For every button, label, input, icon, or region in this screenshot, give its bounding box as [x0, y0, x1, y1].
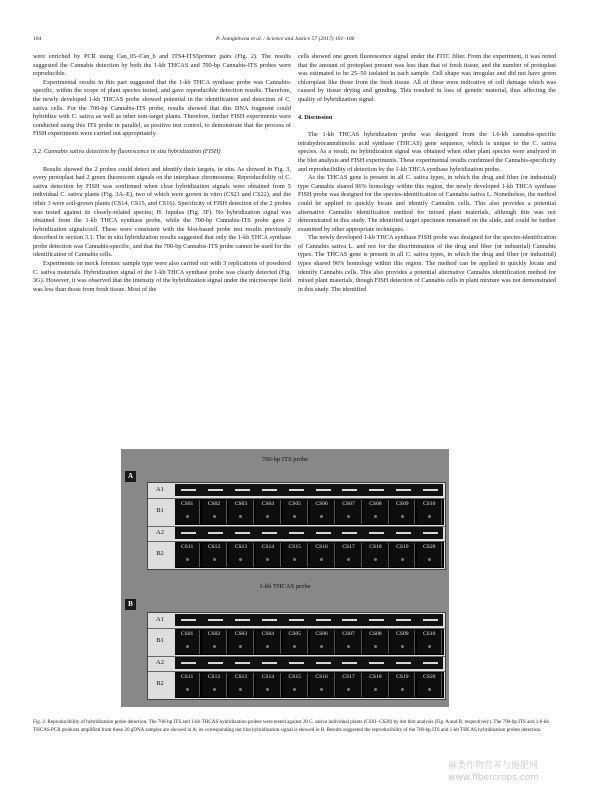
sample-label: CS03 [234, 501, 248, 507]
dot-blot-cell [283, 543, 308, 567]
dot-blot-cell [229, 500, 254, 524]
sample-label: CS08 [369, 631, 382, 637]
hybridization-dot [428, 515, 431, 518]
sample-label: CS06 [315, 501, 328, 507]
hybridization-dot [266, 515, 269, 518]
sample-label: CS18 [369, 674, 382, 680]
row-label-a1: A1 [156, 486, 164, 493]
sample-label: CS19 [396, 544, 409, 550]
pcr-gel-strip [175, 527, 443, 539]
dot-blot-cell [390, 500, 415, 524]
sample-label: CS17 [342, 674, 355, 680]
dot-blot-cell [310, 630, 335, 654]
sample-label: CS04 [261, 631, 275, 637]
watermark-line: www.fibercrops.com [448, 773, 539, 783]
dot-blot-cell [390, 543, 415, 567]
dot-blot-row [175, 672, 444, 698]
row-label-a1: A1 [156, 616, 164, 623]
row-label-b2: B2 [156, 550, 164, 557]
pcr-band [342, 489, 357, 491]
dot-blot-row [175, 542, 444, 568]
dot-blot-cell [175, 543, 200, 567]
hybridization-dot [293, 558, 296, 561]
hybridization-dot [213, 515, 216, 518]
dot-blot-cell [363, 543, 388, 567]
dot-blot-cell [417, 500, 442, 524]
pcr-band [342, 662, 357, 664]
sample-label: CS11 [181, 544, 194, 550]
row-label-a2: A2 [156, 529, 164, 536]
pcr-band [181, 532, 196, 534]
hybridization-dot [401, 645, 404, 648]
sample-label: CS01 [180, 501, 194, 507]
sample-label: CS17 [342, 544, 355, 550]
pcr-band [289, 532, 304, 534]
pcr-gel-strip [175, 614, 443, 626]
sample-label: CS13 [234, 544, 248, 550]
dot-blot-cell [175, 500, 200, 524]
paragraph: Experimental results in this part suggested that the 1-kb THCA synthase probe was Cannabis-specific, within the scope of plant species tested, and gave reproducible detection results. Therefore, the newly developed 1-kb THCAS probe showed potential in the identification and detection of C. sativa cells. For the 700-bp Cannabis-ITS probe, results showed that this DNA fragment could hybridize with C. sativa as well as other non-target plants. Therefore, further FISH experiments were conducted using this ITS probe in parallel, as positive test control, to demonstrate that the process of FISH experiments were carried out appropriately. [33, 78, 291, 138]
hybridization-dot [401, 688, 404, 691]
sample-label: CS15 [288, 544, 301, 550]
sample-label: CS10 [423, 631, 436, 637]
pcr-band [289, 619, 304, 621]
hybridization-dot [293, 515, 296, 518]
sample-label: CS08 [369, 501, 382, 507]
hybridization-dot [239, 645, 242, 648]
sample-label: CS14 [261, 674, 275, 680]
panel-a-title: 700-bp ITS probe [261, 456, 309, 463]
hybridization-dot [186, 515, 189, 518]
dot-blot-cell [229, 543, 254, 567]
hybridization-dot [428, 688, 431, 691]
hybridization-dot [428, 558, 431, 561]
dot-blot-cell [283, 500, 308, 524]
pcr-band [289, 662, 304, 664]
dot-blot-cell [283, 630, 308, 654]
dot-blot-cell [202, 500, 227, 524]
pcr-band [369, 532, 384, 534]
dot-blot-cell [390, 630, 415, 654]
hybridization-dot [347, 558, 350, 561]
pcr-band [342, 532, 357, 534]
pcr-band [289, 489, 304, 491]
sample-label: CS04 [261, 501, 275, 507]
sample-label: CS16 [315, 544, 328, 550]
pcr-band [181, 662, 196, 664]
pcr-band [262, 619, 277, 621]
sample-label: CS03 [234, 631, 248, 637]
dot-blot-cell [229, 630, 254, 654]
pcr-band [208, 532, 223, 534]
panel-b-letter: B [125, 599, 136, 610]
watermark [448, 760, 539, 784]
sample-label: CS07 [342, 631, 355, 637]
panel-a-letter: A [125, 471, 136, 482]
dot-blot-cell [363, 673, 388, 697]
paragraph: cells showed one green fluorescence signal under the FITC filter. From the experiment, it was noted that the amount of protoplast present was less than that of fresh tissue, and the number of protoplast was estimated to be 25–50 isolated in each sample. Cell shape was irregular and did not have green chloroplast like those from the fresh tissue. All of these were indicative of cell damage which was caused by tissue drying and grinding. This resulted in loss of genetic material, thus affecting the quality of hybridization signal. [298, 53, 556, 103]
dot-blot-cell [283, 673, 308, 697]
dot-blot-cell [336, 543, 361, 567]
hybridization-dot [266, 688, 269, 691]
sample-label: CS07 [342, 501, 355, 507]
dot-blot-cell [336, 630, 361, 654]
hybridization-dot [213, 558, 216, 561]
pcr-band [396, 662, 411, 664]
hybridization-dot [320, 688, 323, 691]
pcr-band [369, 619, 384, 621]
dot-blot-cell [363, 630, 388, 654]
hybridization-dot [213, 645, 216, 648]
paragraph: Experiments on mock forensic sample type were also carried out with 3 replications of powdered C. sativa materials. Hybridization signal of the 1-kb THCA synthase probe was clearly detected (Fig. 3G). However, it was observed that the intensity of the hybridization signal under the microscope field was less than those from fresh tissue. Most of the [33, 260, 291, 293]
pcr-band [423, 532, 438, 534]
dot-blot-cell [256, 543, 281, 567]
dot-blot-row [175, 499, 444, 525]
hybridization-dot [213, 688, 216, 691]
pcr-band [316, 619, 331, 621]
dot-blot-cell [229, 673, 254, 697]
hybridization-dot [374, 645, 377, 648]
pcr-band [235, 619, 250, 621]
hybridization-dot [266, 558, 269, 561]
sample-label: CS20 [423, 544, 436, 550]
sample-label: CS12 [207, 674, 221, 680]
hybridization-dot [266, 645, 269, 648]
dot-blot-cell [390, 673, 415, 697]
hybridization-dot [347, 688, 350, 691]
hybridization-dot [320, 515, 323, 518]
pcr-band [262, 662, 277, 664]
hybridization-dot [186, 645, 189, 648]
pcr-band [235, 489, 250, 491]
panel-b-title: 1-kb THCAS probe [259, 583, 311, 590]
pcr-band [396, 532, 411, 534]
pcr-band [181, 619, 196, 621]
right-text-column [298, 53, 556, 294]
row-label-a2: A2 [156, 659, 164, 666]
dot-blot-cell [417, 543, 442, 567]
hybridization-dot [239, 558, 242, 561]
pcr-gel-strip [175, 484, 443, 496]
dot-blot-cell [336, 500, 361, 524]
dot-blot-cell [310, 500, 335, 524]
hybridization-dot [239, 515, 242, 518]
left-text-column [33, 53, 291, 294]
dot-blot-cell [202, 673, 227, 697]
dot-blot-cell [417, 673, 442, 697]
paragraph: The 1-kb THCAS hybridization probe was designed from the 1.6-kb cannabis-specific tetrahydrocannabinolic acid synthase (THCAS) gene sequence, which is unique to the C. sativa species. As a result, no hybridization signal was obtained when other plant species were analyzed in the blot analysis and FISH experiments. These experimental results confirmed the Cannabis-specificity and reproducibility of detection by the 1-kb THCA synthase hybridization probe. [298, 131, 556, 173]
pcr-band [181, 489, 196, 491]
sample-label: CS14 [261, 544, 275, 550]
pcr-band [208, 619, 223, 621]
hybridization-dot [239, 688, 242, 691]
sample-label: CS16 [315, 674, 328, 680]
pcr-band [396, 489, 411, 491]
hybridization-dot [320, 558, 323, 561]
dot-blot-cell [256, 500, 281, 524]
dot-blot-cell [417, 630, 442, 654]
pcr-band [262, 489, 277, 491]
running-header-citation: P. Jeangkhwoa et al. / Science and Justice 57 (2017) 101–106 [216, 36, 355, 42]
sample-label: CS02 [207, 631, 221, 637]
pcr-band [235, 662, 250, 664]
hybridization-dot [374, 558, 377, 561]
pcr-band [208, 662, 223, 664]
pcr-band [262, 532, 277, 534]
hybridization-dot [428, 645, 431, 648]
pcr-band [396, 619, 411, 621]
sample-label: CS05 [288, 631, 301, 637]
dot-blot-row [175, 629, 444, 655]
paragraph: The newly developed 1-kb THCA synthase FISH probe was designed for the species-identification of Cannabis sativa L. and not for the discrimination of the drug and fiber (or industrial) Cannabis types. The THCAS gene is present in all C. sativa types, in which the drug and fiber (or industrial) types shared 96% homology within this region. The method can be applied to quickly locate and identify Cannabis cells. This also provides a potential alternative Cannabis identification method for mixed plant materials, though FISH detection of Cannabis cells in plant mixture was not demonstrated in this study. The identified [298, 234, 556, 293]
sample-label: CS05 [288, 501, 301, 507]
dot-blot-cell [310, 543, 335, 567]
row-label-b1: B1 [156, 637, 164, 644]
panel-a-blot-table [147, 482, 446, 570]
paragraph: were enriched by PCR using Can_05–Can_b and ITS4-ITS5primer pairs (Fig. 2). The results suggested the Cannabis detection by both the 1-kb THCAS and 700-bp Cannabis-ITS probes were reproducible. [33, 53, 291, 78]
pcr-band [369, 489, 384, 491]
hybridization-dot [347, 515, 350, 518]
sample-label: CS13 [234, 674, 248, 680]
sample-label: CS19 [396, 674, 409, 680]
hybridization-dot [347, 645, 350, 648]
paragraph: Results showed the 2 probes could detect and identify their targets, in situ. As showed in Fig. 3, every protoplast had 2 green fluorescent signals on the interphase chromosome. Reproducibility of C. sativa detection by FISH was confirmed when clear hybridization signals were obtained from 5 individual C. sativa plants (Fig. 3A–E), two of which were grown in vitro (CS21 and CS22), and the other 3 were soil-grown plants (CS14, CS15, and CS16). Specificity of FISH detection of the 2 probes was tested against its closely-related species; H. lupulus (Fig. 3F). No hybridization signal was obtained from the 1-kb THCA synthase probe, while the 700-bp Cannabis-ITS probe gave 2 hybridization signals/cell. These were consistent with the blot-based probe test results previously described in section 3.1. The in situ hybridization results suggested that only the 1-kb THCA synthase probe detection was Cannabis-specific, and that the 700-bp Cannabis-ITS probe cannot be used for the identification of Cannabis cells. [33, 165, 291, 259]
page-number: 104 [33, 36, 42, 42]
hybridization-dot [186, 558, 189, 561]
dot-blot-cell [363, 500, 388, 524]
hybridization-dot [401, 558, 404, 561]
dot-blot-cell [175, 630, 200, 654]
hybridization-dot [374, 688, 377, 691]
sample-label: CS11 [181, 674, 194, 680]
pcr-band [342, 619, 357, 621]
watermark-line: 麻类作物营养与施肥网 [448, 761, 539, 771]
hybridization-dot [186, 688, 189, 691]
section-heading: 4. Discussion [298, 113, 333, 121]
pcr-band [423, 489, 438, 491]
figure-caption: Fig. 2. Reproducibility of hybridization probe detection. The 700-bp ITS and 1-kb THCAS hybridization probes were tested against 20 C. sativa individual plants (CS01–CS20) by dot blot analysis (Fig. A and B, respectively). The 700-bp ITS and 1.6-kb THCAS PCR products amplified from these 20 gDNA samples are showed in A; its corresponding dot blot hybridization signal is showed in B. Results suggested the reproducibility of the 700-bp ITS and 1-kb THCAS hybridization probes detection. [33, 719, 549, 733]
pcr-band [316, 662, 331, 664]
pcr-band [316, 489, 331, 491]
row-label-b2: B2 [156, 680, 164, 687]
pcr-band [423, 619, 438, 621]
sample-label: CS12 [207, 544, 221, 550]
sample-label: CS06 [315, 631, 328, 637]
dot-blot-cell [256, 630, 281, 654]
paragraph: As the THCAS gene is present in all C. sativa types, in which the drug and fiber (or industrial) type Cannabis shared 96% homology within this region, the newly developed 1-kb THCA synthase FISH probe was designed for the species-identification of Cannabis sativa L. Nonetheless, the method could be applied to quickly locate and identify Cannabis cells. This also provides a potential alternative Cannabis identification method for mixed plant materials, although this was not demonstrated in this study. The identified target specimen remained on the slide, and could be further examined by other appropriate techniques. [298, 174, 556, 233]
dot-blot-cell [202, 543, 227, 567]
sample-label: CS09 [396, 501, 409, 507]
panel-b-blot-table [147, 612, 446, 700]
figure-2 [121, 449, 449, 707]
pcr-band [316, 532, 331, 534]
hybridization-dot [401, 515, 404, 518]
row-label-b1: B1 [156, 507, 164, 514]
sample-label: CS18 [369, 544, 382, 550]
hybridization-dot [293, 688, 296, 691]
sample-label: CS02 [207, 501, 221, 507]
dot-blot-cell [202, 630, 227, 654]
dot-blot-cell [336, 673, 361, 697]
pcr-band [423, 662, 438, 664]
pcr-band [235, 532, 250, 534]
dot-blot-cell [256, 673, 281, 697]
pcr-gel-strip [175, 657, 443, 669]
pcr-band [208, 489, 223, 491]
sample-label: CS20 [423, 674, 436, 680]
dot-blot-cell [175, 673, 200, 697]
dot-blot-cell [310, 673, 335, 697]
pcr-band [369, 662, 384, 664]
sample-label: CS15 [288, 674, 301, 680]
hybridization-dot [374, 515, 377, 518]
sample-label: CS09 [396, 631, 409, 637]
sample-label: CS01 [180, 631, 194, 637]
section-title: 3.2. Cannabis sativa detection by fluorescence in situ hybridization (FISH) [33, 147, 221, 155]
hybridization-dot [320, 645, 323, 648]
sample-label: CS10 [423, 501, 436, 507]
hybridization-dot [293, 645, 296, 648]
